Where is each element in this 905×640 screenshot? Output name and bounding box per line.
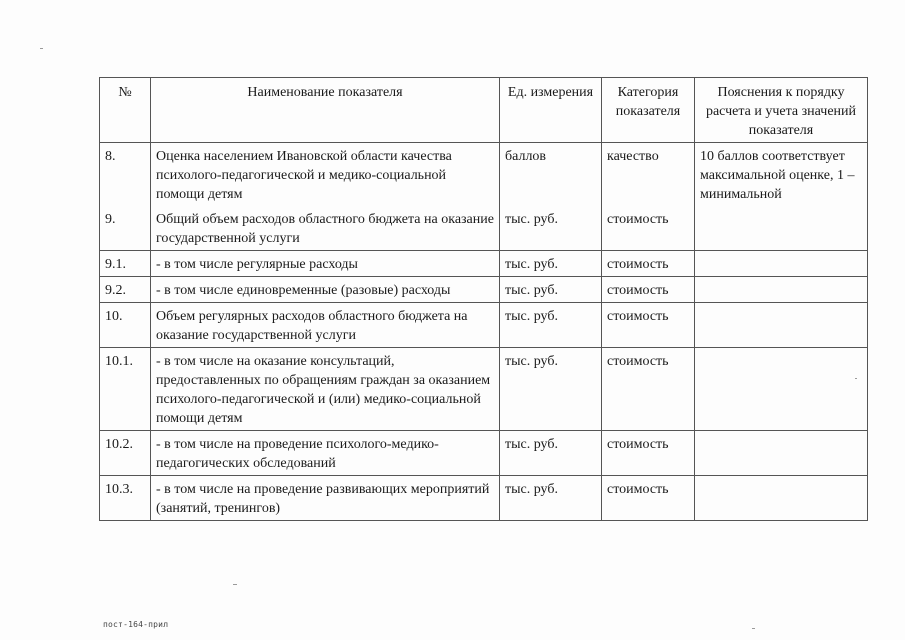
row-unit: тыс. руб.: [500, 348, 602, 431]
row-indicator-name: Оценка населением Ивановской области качества психолого-педагогической и медико-социальной помощи детям: [151, 143, 500, 207]
row-number: 9.: [100, 206, 151, 251]
row-number: 10.3.: [100, 476, 151, 521]
table-row: [100, 476, 868, 521]
scan-speck: [752, 628, 755, 629]
indicators-table: [99, 77, 868, 521]
row-unit: тыс. руб.: [500, 476, 602, 521]
table-row: [100, 143, 868, 207]
row-unit: тыс. руб.: [500, 303, 602, 348]
row-note: [695, 431, 868, 476]
table-row: [100, 303, 868, 348]
table-row: [100, 431, 868, 476]
header-indicator-name: Наименование показателя: [151, 78, 500, 143]
header-unit: Ед. измерения: [500, 78, 602, 143]
row-number: 8.: [100, 143, 151, 207]
row-category: стоимость: [602, 206, 695, 251]
row-indicator-name: - в том числе единовременные (разовые) расходы: [151, 277, 500, 303]
table-row: [100, 206, 868, 251]
file-mark: пост-164-прил: [103, 620, 169, 629]
scan-speck: [40, 48, 43, 49]
header-notes: Пояснения к порядку расчета и учета значений показателя: [695, 78, 868, 143]
table-header-row: [100, 78, 868, 143]
row-number: 10.1.: [100, 348, 151, 431]
row-note: 10 баллов соответствует максимальной оценке, 1 – минимальной: [695, 143, 868, 207]
header-number: №: [100, 78, 151, 143]
row-indicator-name: Объем регулярных расходов областного бюджета на оказание государственной услуги: [151, 303, 500, 348]
row-number: 10.: [100, 303, 151, 348]
header-category: Категория показателя: [602, 78, 695, 143]
table-row: [100, 348, 868, 431]
row-indicator-name: - в том числе на проведение психолого-медико-педагогических обследований: [151, 431, 500, 476]
row-category: стоимость: [602, 431, 695, 476]
row-category: стоимость: [602, 476, 695, 521]
row-category: стоимость: [602, 303, 695, 348]
row-unit: тыс. руб.: [500, 206, 602, 251]
scan-speck: [855, 378, 857, 379]
row-note: [695, 303, 868, 348]
row-indicator-name: - в том числе на оказание консультаций, предоставленных по обращениям граждан за оказанием психолого-педагогической и (или) медико-социальной помощи детям: [151, 348, 500, 431]
row-note: [695, 348, 868, 431]
row-note: [695, 206, 868, 251]
row-indicator-name: Общий объем расходов областного бюджета на оказание государственной услуги: [151, 206, 500, 251]
row-category: стоимость: [602, 251, 695, 277]
row-indicator-name: - в том числе регулярные расходы: [151, 251, 500, 277]
row-note: [695, 251, 868, 277]
row-indicator-name: - в том числе на проведение развивающих мероприятий (занятий, тренингов): [151, 476, 500, 521]
row-category: качество: [602, 143, 695, 207]
row-unit: тыс. руб.: [500, 277, 602, 303]
row-number: 10.2.: [100, 431, 151, 476]
row-category: стоимость: [602, 348, 695, 431]
row-unit: тыс. руб.: [500, 431, 602, 476]
row-unit: баллов: [500, 143, 602, 207]
row-number: 9.1.: [100, 251, 151, 277]
row-note: [695, 277, 868, 303]
table-row: [100, 251, 868, 277]
scan-speck: [233, 584, 237, 585]
row-unit: тыс. руб.: [500, 251, 602, 277]
table-row: [100, 277, 868, 303]
row-note: [695, 476, 868, 521]
row-category: стоимость: [602, 277, 695, 303]
row-number: 9.2.: [100, 277, 151, 303]
